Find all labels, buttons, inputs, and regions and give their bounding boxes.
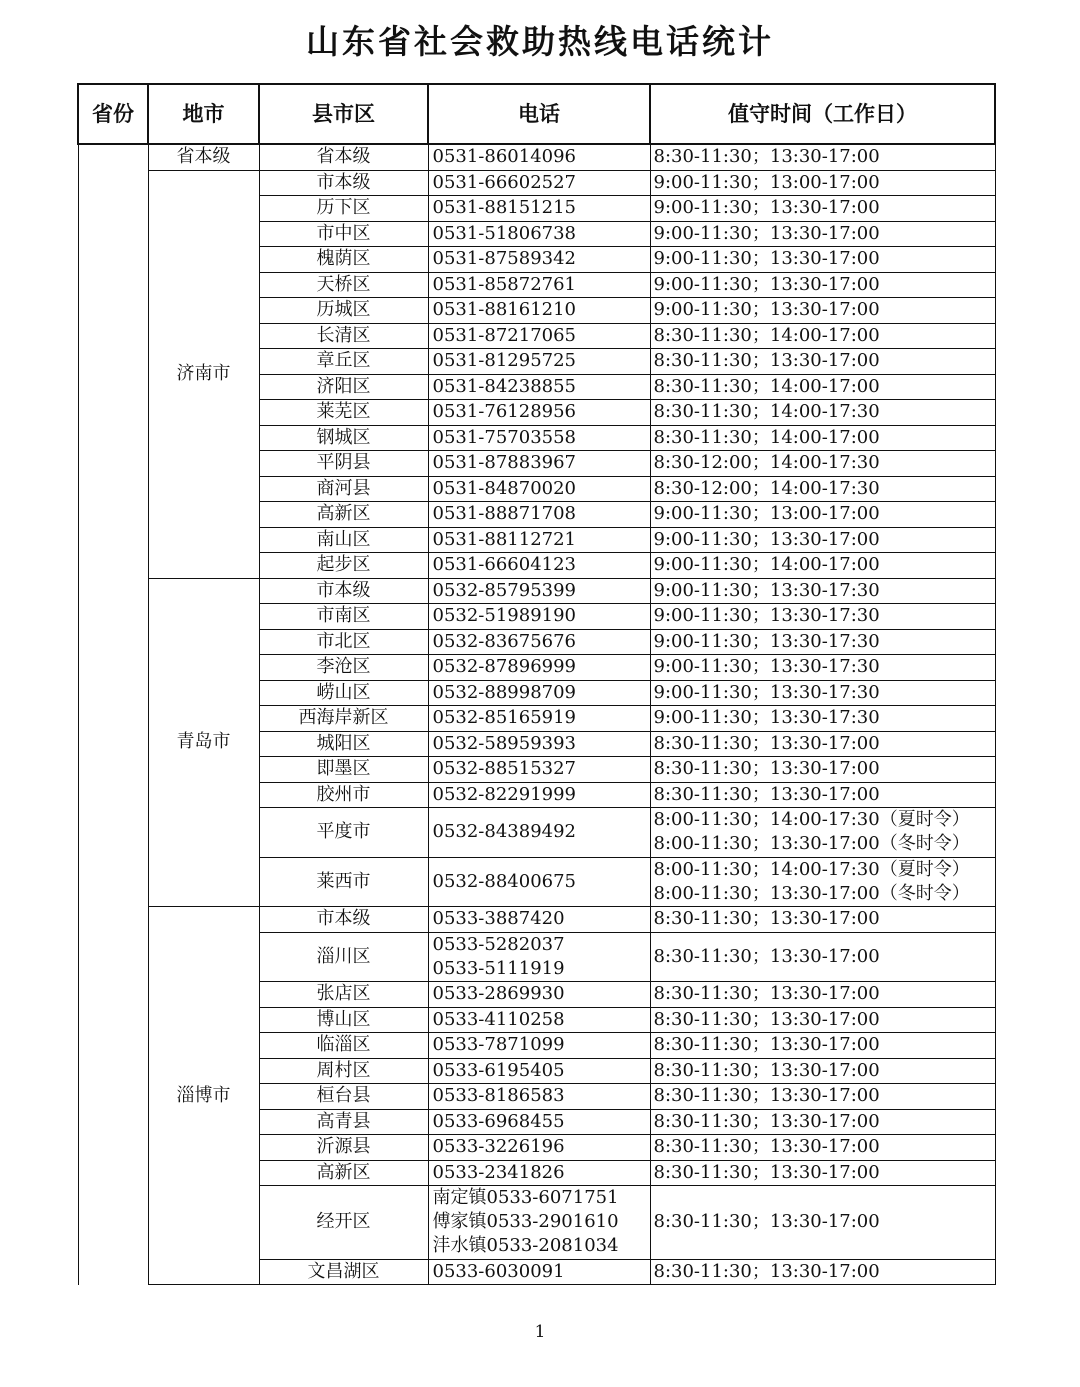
phone-cell: [428, 476, 650, 502]
duty-hours: 8:30-11:30；13:30-17:00: [653, 146, 880, 168]
phone-cell: [428, 349, 650, 375]
hours-cell: [650, 757, 995, 783]
duty-hours: 8:30-11:30；14:00-17:00: [653, 426, 880, 448]
county-cell: 钢城区: [259, 425, 428, 451]
phone-cell: [428, 272, 650, 298]
phone-number: 0533-8186583: [432, 1085, 565, 1107]
hours-cell: [650, 1084, 995, 1110]
county-cell: 市中区: [259, 221, 428, 247]
phone-number: 0533-6968455: [432, 1110, 565, 1132]
phone-number: 0532-88998709: [432, 681, 577, 703]
phone-cell: [428, 323, 650, 349]
phone-number: 0531-86014096: [432, 146, 577, 168]
county-cell: 沂源县: [259, 1135, 428, 1161]
hours-cell: [650, 272, 995, 298]
header-province: 省份: [78, 84, 148, 144]
table-row: [78, 578, 995, 604]
phone-number: 0531-81295725: [432, 350, 577, 372]
phone-cell: [428, 857, 650, 907]
duty-hours: 9:00-11:30；13:30-17:00: [653, 222, 880, 244]
duty-hours: 8:30-11:30；13:30-17:00: [653, 1211, 880, 1233]
duty-hours: 8:30-11:30；13:30-17:00: [653, 1136, 880, 1158]
duty-hours: 8:30-11:30；13:30-17:00: [653, 758, 880, 780]
hours-cell: [650, 298, 995, 324]
phone-cell: [428, 1058, 650, 1084]
header-phone: 电话: [428, 84, 650, 144]
hotline-table-container: [77, 83, 995, 1282]
hours-cell: [650, 1033, 995, 1059]
duty-hours: 8:00-11:30；13:30-17:00（冬时令）: [653, 882, 970, 904]
duty-hours: 8:30-11:30；14:00-17:00: [653, 375, 880, 397]
county-cell: 即墨区: [259, 757, 428, 783]
county-cell: 淄川区: [259, 932, 428, 982]
phone-cell: [428, 655, 650, 681]
county-cell: 李沧区: [259, 655, 428, 681]
county-cell: 平度市: [259, 808, 428, 858]
phone-number: 0533-6195405: [432, 1059, 565, 1081]
hours-cell: [650, 1058, 995, 1084]
phone-number: 0531-85872761: [432, 273, 577, 295]
table-header-row: [78, 84, 995, 144]
county-cell: 市北区: [259, 629, 428, 655]
duty-hours: 9:00-11:30；13:30-17:30: [653, 605, 880, 627]
duty-hours: 8:00-11:30；14:00-17:30（夏时令）: [653, 858, 970, 880]
county-cell: 济阳区: [259, 374, 428, 400]
phone-cell: [428, 1259, 650, 1285]
duty-hours: 8:30-11:30；13:30-17:00: [653, 945, 880, 967]
duty-hours: 9:00-11:30；13:30-17:00: [653, 197, 880, 219]
county-cell: 历城区: [259, 298, 428, 324]
county-cell: 槐荫区: [259, 247, 428, 273]
hours-cell: [650, 1135, 995, 1161]
duty-hours: 9:00-11:30；13:30-17:30: [653, 656, 880, 678]
phone-number: 0531-84870020: [432, 477, 577, 499]
phone-number: 0531-87883967: [432, 452, 577, 474]
county-cell: 莱西市: [259, 857, 428, 907]
county-cell: 历下区: [259, 196, 428, 222]
phone-number: 0531-66602527: [432, 171, 577, 193]
duty-hours: 8:30-11:30；13:30-17:00: [653, 1008, 880, 1030]
phone-number: 0532-85795399: [432, 579, 577, 601]
hours-cell: [650, 857, 995, 907]
phone-number: 0532-82291999: [432, 783, 577, 805]
county-cell: 博山区: [259, 1007, 428, 1033]
duty-hours: 8:30-11:30；13:30-17:00: [653, 1059, 880, 1081]
phone-cell: [428, 1084, 650, 1110]
phone-cell: [428, 808, 650, 858]
county-cell: 市本级: [259, 170, 428, 196]
duty-hours: 9:00-11:30；13:30-17:30: [653, 579, 880, 601]
county-cell: 周村区: [259, 1058, 428, 1084]
duty-hours: 9:00-11:30；13:30-17:30: [653, 681, 880, 703]
phone-cell: [428, 298, 650, 324]
hours-cell: [650, 349, 995, 375]
hours-cell: [650, 247, 995, 273]
hours-cell: [650, 476, 995, 502]
phone-number: 0531-84238855: [432, 375, 577, 397]
phone-cell: [428, 907, 650, 933]
county-cell: 莱芜区: [259, 400, 428, 426]
duty-hours: 8:30-11:30；13:30-17:00: [653, 1161, 880, 1183]
duty-hours: 8:30-12:00；14:00-17:30: [653, 452, 880, 474]
duty-hours: 8:30-12:00；14:00-17:30: [653, 477, 880, 499]
city-cell: 淄博市: [148, 907, 259, 1285]
phone-number: 0532-83675676: [432, 630, 577, 652]
phone-cell: [428, 196, 650, 222]
phone-number: 0533-3887420: [432, 908, 565, 930]
county-cell: 章丘区: [259, 349, 428, 375]
hours-cell: [650, 706, 995, 732]
county-cell: 崂山区: [259, 680, 428, 706]
phone-number: 0533-7871099: [432, 1034, 565, 1056]
duty-hours: 9:00-11:30；13:30-17:00: [653, 248, 880, 270]
duty-hours: 8:30-11:30；13:30-17:00: [653, 1110, 880, 1132]
duty-hours: 9:00-11:30；14:00-17:00: [653, 554, 880, 576]
hours-cell: [650, 731, 995, 757]
duty-hours: 8:30-11:30；14:00-17:30: [653, 401, 880, 423]
phone-cell: [428, 1186, 650, 1260]
phone-cell: [428, 782, 650, 808]
phone-cell: [428, 680, 650, 706]
hours-cell: [650, 932, 995, 982]
phone-number: 0533-6030091: [432, 1260, 565, 1282]
county-cell: 胶州市: [259, 782, 428, 808]
hours-cell: [650, 604, 995, 630]
hours-cell: [650, 221, 995, 247]
phone-number: 0531-88112721: [432, 528, 577, 550]
county-cell: 天桥区: [259, 272, 428, 298]
hours-cell: [650, 323, 995, 349]
phone-cell: [428, 629, 650, 655]
hours-cell: [650, 808, 995, 858]
city-cell: 省本级: [148, 144, 259, 170]
header-hours: 值守时间（工作日）: [650, 84, 995, 144]
phone-cell: [428, 144, 650, 170]
phone-number: 0531-88151215: [432, 197, 577, 219]
hours-cell: [650, 1259, 995, 1285]
county-cell: 高新区: [259, 1160, 428, 1186]
county-cell: 市南区: [259, 604, 428, 630]
phone-cell: [428, 221, 650, 247]
phone-number: 0533-3226196: [432, 1136, 565, 1158]
county-cell: 长清区: [259, 323, 428, 349]
duty-hours: 8:30-11:30；13:30-17:00: [653, 908, 880, 930]
table-row: [78, 170, 995, 196]
phone-cell: [428, 604, 650, 630]
phone-number: 0531-66604123: [432, 554, 577, 576]
phone-number: 0533-5111919: [432, 957, 565, 979]
phone-cell: [428, 425, 650, 451]
phone-number: 0532-51989190: [432, 605, 577, 627]
phone-number: 南定镇0533-6071751: [432, 1187, 619, 1209]
phone-number: 0532-88515327: [432, 758, 577, 780]
phone-cell: [428, 731, 650, 757]
hours-cell: [650, 1186, 995, 1260]
duty-hours: 9:00-11:30；13:30-17:30: [653, 707, 880, 729]
duty-hours: 8:30-11:30；13:30-17:00: [653, 1260, 880, 1282]
county-cell: 起步区: [259, 553, 428, 579]
header-city: 地市: [148, 84, 259, 144]
city-cell: 青岛市: [148, 578, 259, 907]
phone-cell: [428, 170, 650, 196]
county-cell: 城阳区: [259, 731, 428, 757]
phone-number: 0531-88161210: [432, 299, 577, 321]
duty-hours: 8:30-11:30；13:30-17:00: [653, 983, 880, 1005]
duty-hours: 9:00-11:30；13:00-17:00: [653, 503, 880, 525]
duty-hours: 8:00-11:30；14:00-17:30（夏时令）: [653, 809, 970, 831]
phone-cell: [428, 400, 650, 426]
hours-cell: [650, 578, 995, 604]
province-cell: [78, 144, 148, 1285]
hotline-table: [77, 83, 996, 1285]
hours-cell: [650, 629, 995, 655]
hours-cell: [650, 425, 995, 451]
phone-cell: [428, 1007, 650, 1033]
hours-cell: [650, 655, 995, 681]
county-cell: 张店区: [259, 982, 428, 1008]
county-cell: 西海岸新区: [259, 706, 428, 732]
county-cell: 文昌湖区: [259, 1259, 428, 1285]
phone-number: 沣水镇0533-2081034: [432, 1235, 619, 1257]
phone-cell: [428, 1160, 650, 1186]
phone-cell: [428, 1135, 650, 1161]
phone-number: 0531-51806738: [432, 222, 577, 244]
phone-number: 0531-76128956: [432, 401, 577, 423]
hours-cell: [650, 1160, 995, 1186]
hours-cell: [650, 196, 995, 222]
hours-cell: [650, 907, 995, 933]
hours-cell: [650, 170, 995, 196]
duty-hours: 8:30-11:30；13:30-17:00: [653, 350, 880, 372]
phone-cell: [428, 982, 650, 1008]
county-cell: 市本级: [259, 907, 428, 933]
county-cell: 市本级: [259, 578, 428, 604]
phone-number: 0531-87589342: [432, 248, 577, 270]
duty-hours: 9:00-11:30；13:30-17:00: [653, 273, 880, 295]
hours-cell: [650, 1007, 995, 1033]
hours-cell: [650, 527, 995, 553]
phone-cell: [428, 932, 650, 982]
phone-cell: [428, 757, 650, 783]
hours-cell: [650, 782, 995, 808]
county-cell: 临淄区: [259, 1033, 428, 1059]
city-cell: 济南市: [148, 170, 259, 578]
page-number: 1: [534, 1322, 546, 1342]
phone-number: 0531-87217065: [432, 324, 577, 346]
duty-hours: 8:30-11:30；13:30-17:00: [653, 1034, 880, 1056]
phone-cell: [428, 247, 650, 273]
county-cell: 南山区: [259, 527, 428, 553]
hours-cell: [650, 502, 995, 528]
county-cell: 商河县: [259, 476, 428, 502]
hours-cell: [650, 1109, 995, 1135]
duty-hours: 8:30-11:30；14:00-17:00: [653, 324, 880, 346]
phone-number: 0531-88871708: [432, 503, 577, 525]
phone-number: 0533-2341826: [432, 1161, 565, 1183]
table-row: [78, 907, 995, 933]
county-cell: 高青县: [259, 1109, 428, 1135]
phone-number: 0532-85165919: [432, 707, 577, 729]
duty-hours: 8:00-11:30；13:30-17:00（冬时令）: [653, 833, 970, 855]
hours-cell: [650, 982, 995, 1008]
table-row: [78, 144, 995, 170]
hours-cell: [650, 553, 995, 579]
phone-cell: [428, 451, 650, 477]
phone-number: 傅家镇0533-2901610: [432, 1211, 619, 1233]
county-cell: 经开区: [259, 1186, 428, 1260]
duty-hours: 9:00-11:30；13:30-17:00: [653, 299, 880, 321]
phone-number: 0531-75703558: [432, 426, 577, 448]
phone-cell: [428, 553, 650, 579]
phone-number: 0533-4110258: [432, 1008, 565, 1030]
phone-cell: [428, 1109, 650, 1135]
phone-cell: [428, 502, 650, 528]
county-cell: 平阴县: [259, 451, 428, 477]
phone-cell: [428, 527, 650, 553]
duty-hours: 9:00-11:30；13:30-17:30: [653, 630, 880, 652]
county-cell: 省本级: [259, 144, 428, 170]
hours-cell: [650, 144, 995, 170]
duty-hours: 9:00-11:30；13:00-17:00: [653, 171, 880, 193]
duty-hours: 9:00-11:30；13:30-17:00: [653, 528, 880, 550]
duty-hours: 8:30-11:30；13:30-17:00: [653, 1085, 880, 1107]
hours-cell: [650, 400, 995, 426]
phone-cell: [428, 1033, 650, 1059]
phone-number: 0532-87896999: [432, 656, 577, 678]
page-title: 山东省社会救助热线电话统计: [306, 22, 774, 61]
duty-hours: 8:30-11:30；13:30-17:00: [653, 732, 880, 754]
county-cell: 桓台县: [259, 1084, 428, 1110]
county-cell: 高新区: [259, 502, 428, 528]
phone-number: 0532-58959393: [432, 732, 577, 754]
duty-hours: 8:30-11:30；13:30-17:00: [653, 783, 880, 805]
phone-cell: [428, 706, 650, 732]
hours-cell: [650, 374, 995, 400]
hours-cell: [650, 680, 995, 706]
phone-number: 0532-88400675: [432, 870, 577, 892]
phone-cell: [428, 374, 650, 400]
phone-number: 0533-5282037: [432, 933, 565, 955]
header-county: 县市区: [259, 84, 428, 144]
hours-cell: [650, 451, 995, 477]
phone-number: 0533-2869930: [432, 983, 565, 1005]
phone-cell: [428, 578, 650, 604]
phone-number: 0532-84389492: [432, 821, 577, 843]
